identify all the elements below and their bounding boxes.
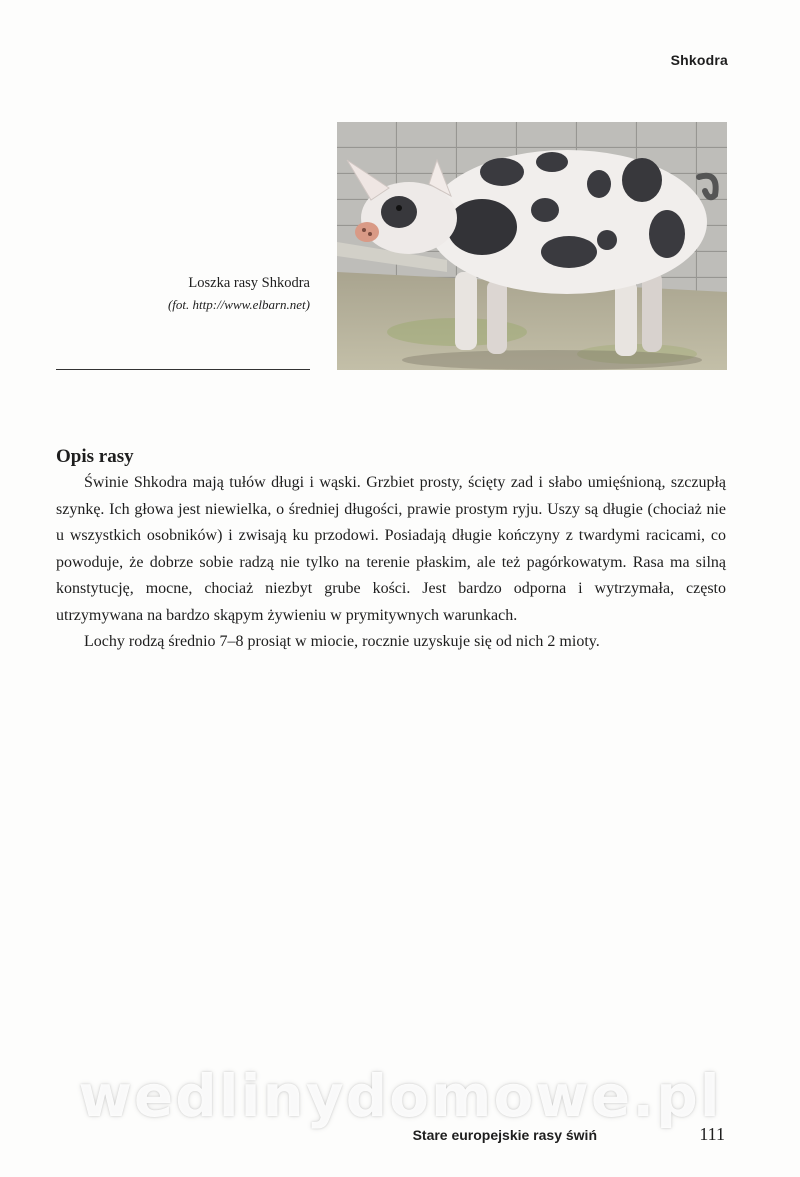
body-text [56,470,726,656]
photo-credit: (fot. http://www.elbarn.net) [167,297,310,312]
paragraph: Świnie Shkodra mają tułów długi i wąski. Grzbiet prosty, ścięty zad i słabo umięśnioną, szczupłą szynkę. Ich głowa jest niewielka, o średniej długości, prawie prostym ryju. Uszy są długie (chociaż nie u wszystkich osobników) i zwisają ku przodowi. Posiadają długie kończyny z twardymi racicami, co powoduje, że dobrze sobie radzą nie tylko na terenie płaskim, ale też pagórkowatym. Rasa ma silną konstytucję, mocne, chociaż niezbyt grube kości. Jest bardzo odporna i wytrzymała, często utrzymywana na bardzo skąpym żywieniu w prymitywnych warunkach. [56,474,726,624]
spotted-pig-photo [337,122,727,370]
figure-caption [80,272,310,316]
page-number: 111 [699,1124,725,1144]
watermark: wedlinydomowe.pl [78,1062,722,1130]
paragraph: Lochy rodzą średnio 7–8 prosiąt w miocie, rocznie uzyskuje się od nich 2 mioty. [84,633,600,650]
caption-text: Loszka rasy Shkodra [188,275,310,291]
caption-divider [56,369,310,370]
footer-book-title: Stare europejskie rasy świń [412,1127,597,1143]
section-title: Opis rasy [56,446,134,467]
running-head: Shkodra [670,52,728,68]
